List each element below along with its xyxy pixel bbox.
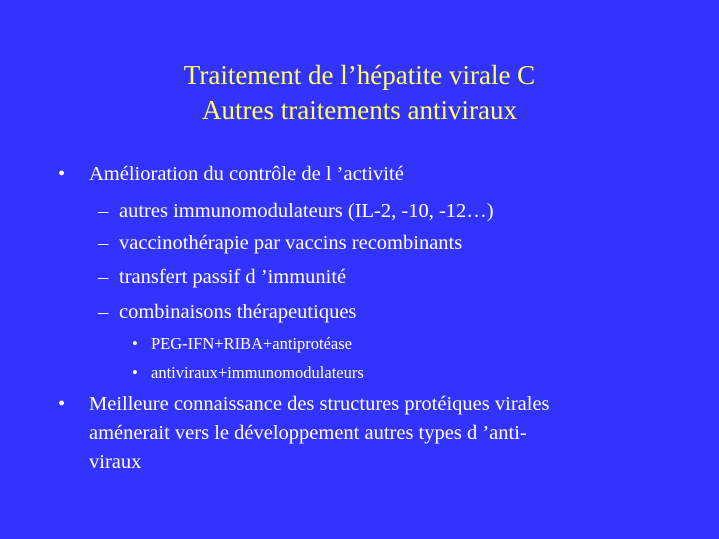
dash-marker: – xyxy=(98,266,109,288)
bullet-2-line-3: viraux xyxy=(89,451,142,473)
subitem: transfert passif d ’immunité xyxy=(119,266,347,288)
bullet-marker: • xyxy=(58,393,66,415)
bullet-2-line-1: Meilleure connaissance des structures protéiques virales xyxy=(89,393,550,415)
title-line-2: Autres traitements antiviraux xyxy=(202,95,517,125)
subitem: combinaisons thérapeutiques xyxy=(119,301,357,323)
subitem: autres immunomodulateurs (IL-2, -10, -12…) xyxy=(119,200,494,222)
dash-marker: – xyxy=(98,301,109,323)
dash-marker: – xyxy=(98,200,109,222)
subsubitem: PEG-IFN+RIBA+antiprotéase xyxy=(151,334,352,353)
dot-marker: • xyxy=(132,363,138,382)
dash-marker: – xyxy=(98,232,109,254)
dot-marker: • xyxy=(132,334,138,353)
subitem: vaccinothérapie par vaccins recombinants xyxy=(119,232,463,254)
subsubitem: antiviraux+immunomodulateurs xyxy=(151,363,364,382)
bullet-1-text: Amélioration du contrôle de l ’activité xyxy=(89,163,404,185)
bullet-marker: • xyxy=(58,163,66,185)
bullet-2-line-2: aménerait vers le développement autres types d ’anti- xyxy=(89,422,527,444)
title-line-1: Traitement de l’hépatite virale C xyxy=(183,60,536,90)
